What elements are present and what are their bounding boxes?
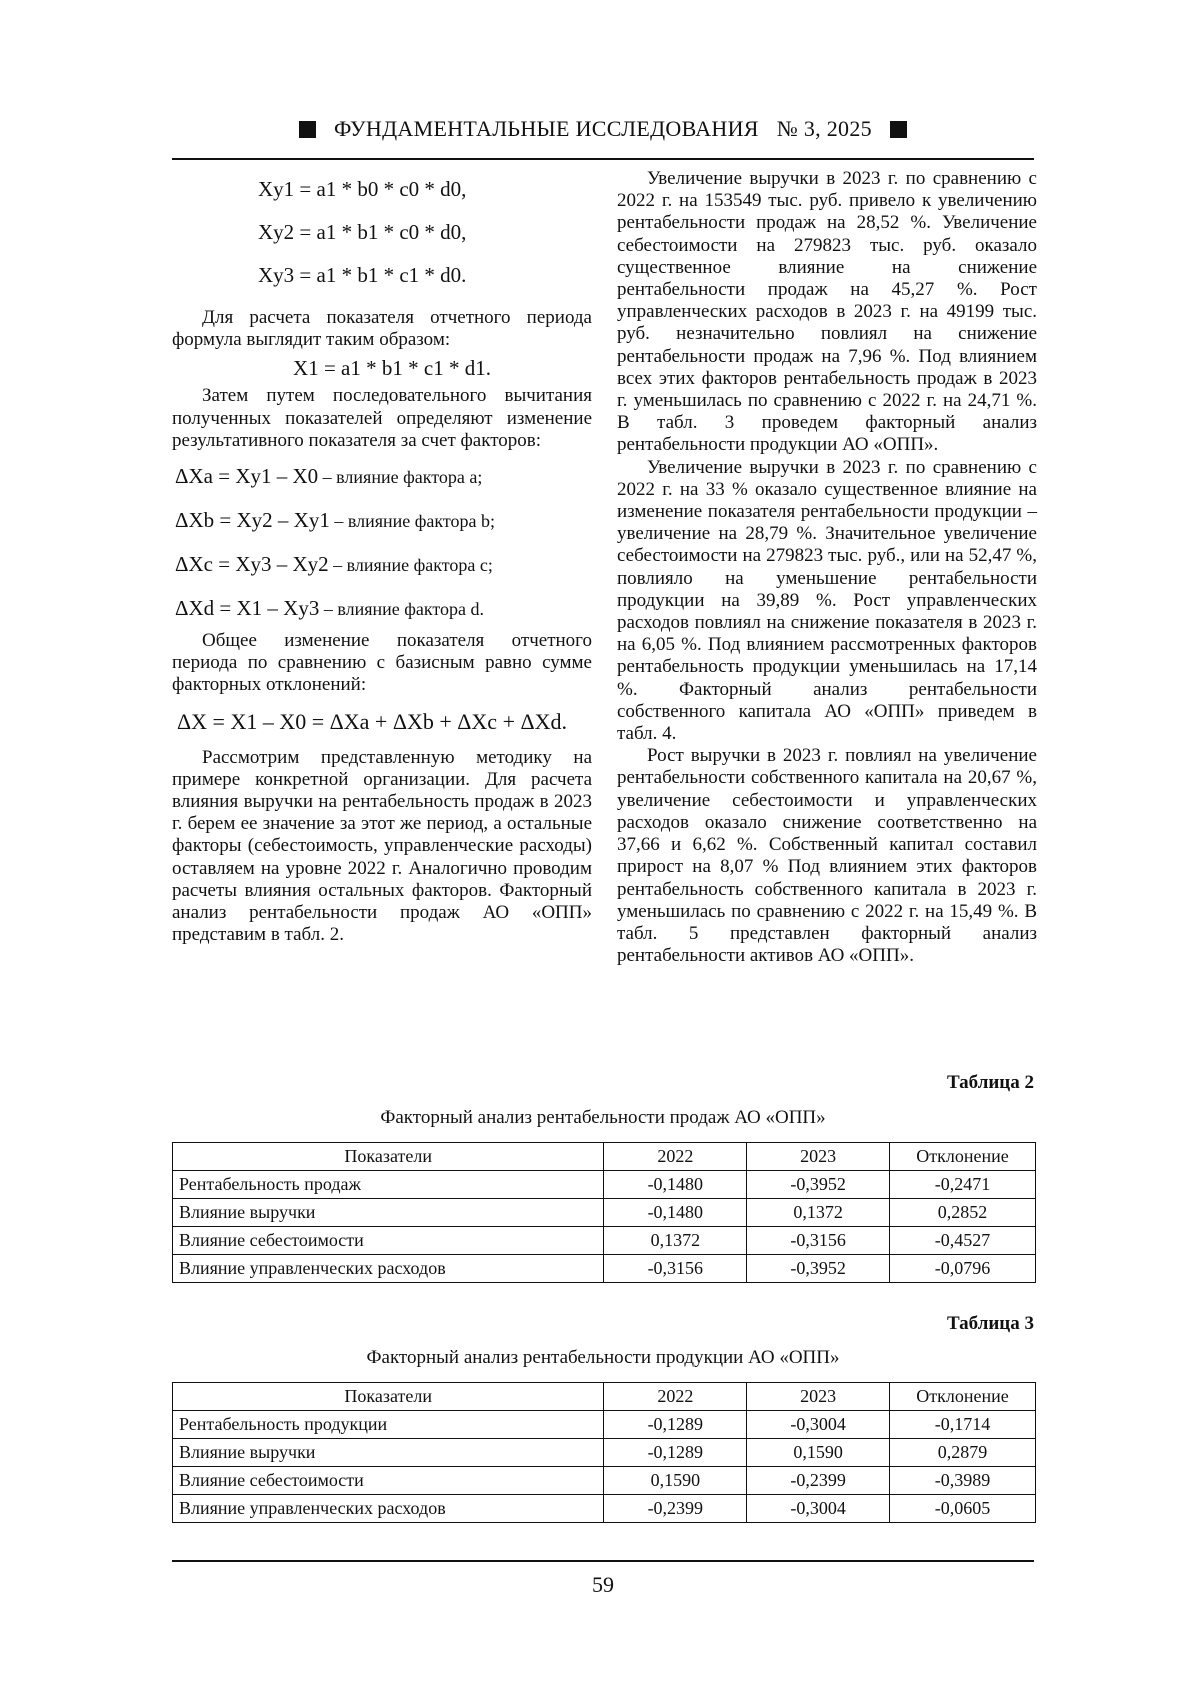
formula-delta-a [172, 454, 592, 498]
right-column [617, 168, 1037, 967]
running-header [172, 112, 1034, 146]
column-header: Показатели [173, 1143, 604, 1171]
table-2 [172, 1142, 1036, 1283]
square-bullet-icon [890, 121, 907, 138]
column-header: Показатели [173, 1383, 604, 1411]
cell-2022: -0,1480 [604, 1199, 747, 1227]
cell-2023: -0,2399 [747, 1467, 890, 1495]
formula-delta-d [172, 586, 592, 630]
cell-2023: 0,1590 [747, 1439, 890, 1467]
formula-xy3: Xy3 = a1 * b1 * c1 * d0. [258, 263, 467, 287]
cell-deviation: -0,0796 [890, 1255, 1036, 1283]
cell-2022: -0,1289 [604, 1439, 747, 1467]
cell-2022: 0,1372 [604, 1227, 747, 1255]
cell-2022: -0,1480 [604, 1171, 747, 1199]
column-header: 2022 [604, 1383, 747, 1411]
delta-expr: ΔXa = Xy1 – X0 [175, 464, 319, 489]
footer-rule [172, 1560, 1034, 1562]
delta-note: – влияние фактора b; [329, 511, 496, 532]
cell-2022: -0,3156 [604, 1255, 747, 1283]
cell-2023: -0,3156 [747, 1227, 890, 1255]
delta-expr: ΔXb = Xy2 – Xy1 [175, 508, 330, 533]
row-label: Влияние себестоимости [173, 1227, 604, 1255]
table-row [173, 1467, 1036, 1495]
cell-2022: -0,1289 [604, 1411, 747, 1439]
row-label: Влияние выручки [173, 1199, 604, 1227]
paragraph: Общее изменение показателя отчетного периода по сравнению с базисным равно сумме факторных отклонений: [172, 630, 592, 696]
delta-expr: ΔXc = Xy3 – Xy2 [175, 552, 329, 577]
paragraph: Увеличение выручки в 2023 г. по сравнению с 2022 г. на 33 % оказало существенное влияние на изменение показателя рентабельности продукции – увеличение на 28,79 %. Значительное увеличение себестоимости на 279823 тыс. руб., или на 52,47 %, повлияло на уменьшение рентабельности продукции на 39,89 %. Рост управленческих расходов повлиял на снижение показателя в 2023 г. на 6,05 %. Под влиянием рассмотренных факторов рентабельность продукции уменьшилась на 17,14 %. Факторный анализ рентабельности собственного капитала АО «ОПП» приведем в табл. 4. [617, 456, 1037, 745]
formula-x1: X1 = a1 * b1 * c1 * d1. [293, 356, 491, 381]
table-row [173, 1227, 1036, 1255]
cell-deviation: -0,0605 [890, 1495, 1036, 1523]
column-header: Отклонение [890, 1143, 1036, 1171]
table-3-title: Факторный анализ рентабельности продукции АО «ОПП» [366, 1347, 840, 1368]
table-2-title: Факторный анализ рентабельности продаж АО «ОПП» [380, 1107, 826, 1128]
issue-number: № 3, 2025 [776, 116, 872, 141]
page-number: 59 [592, 1572, 614, 1597]
paragraph: Увеличение выручки в 2023 г. по сравнению с 2022 г. на 153549 тыс. руб. привело к увеличению рентабельности продаж на 28,52 %. Увеличение себестоимости на 279823 тыс. руб. оказало существенное влияние на снижение рентабельности продаж на 45,27 %. Рост управленческих расходов в 2023 г. на 49199 тыс. руб. незначительно повлиял на снижение рентабельности продаж на 7,96 %. Под влиянием всех этих факторов рентабельность продаж в 2023 г. уменьшилась по сравнению с 2022 г. на 24,71 %. В табл. 3 проведем факторный анализ рентабельности продукции АО «ОПП». [617, 168, 1037, 456]
cell-2023: -0,3952 [747, 1255, 890, 1283]
formula-xy1: Xy1 = a1 * b0 * c0 * d0, [258, 177, 467, 201]
formula-delta-c [172, 542, 592, 586]
cell-2022: -0,2399 [604, 1495, 747, 1523]
table-row [173, 1255, 1036, 1283]
paragraph: Рассмотрим представленную методику на примере конкретной организации. Для расчета влияния выручки на рентабельность продаж в 2023 г. берем ее значение за этот же период, а остальные факторы (себестоимость, управленческие расходы) оставляем на уровне 2022 г. Аналогично проводим расчеты влияния остальных факторов. Факторный анализ рентабельности продаж АО «ОПП» представим в табл. 2. [172, 746, 592, 946]
table-row [173, 1199, 1036, 1227]
row-label: Влияние себестоимости [173, 1467, 604, 1495]
row-label: Влияние управленческих расходов [173, 1255, 604, 1283]
cell-deviation: -0,3989 [890, 1467, 1036, 1495]
column-header: 2022 [604, 1143, 747, 1171]
delta-expr: ΔXd = X1 – Xy3 [175, 596, 320, 621]
delta-note: – влияние фактора d. [319, 599, 485, 620]
delta-note: – влияние фактора a; [318, 467, 483, 488]
formula-total-delta: ΔX = X1 – X0 = ΔXa + ΔXb + ΔXc + ΔXd. [177, 708, 568, 734]
paragraph: Для расчета показателя отчетного периода формула выглядит таким образом: [172, 307, 592, 351]
table-header-row [173, 1143, 1036, 1171]
header-rule [172, 158, 1034, 160]
journal-title: ФУНДАМЕНТАЛЬНЫЕ ИССЛЕДОВАНИЯ [334, 116, 759, 141]
row-label: Рентабельность продаж [173, 1171, 604, 1199]
row-label: Рентабельность продукции [173, 1411, 604, 1439]
square-bullet-icon [299, 121, 316, 138]
column-header: Отклонение [890, 1383, 1036, 1411]
table-3 [172, 1382, 1036, 1523]
row-label: Влияние управленческих расходов [173, 1495, 604, 1523]
cell-2023: -0,3952 [747, 1171, 890, 1199]
cell-deviation: 0,2852 [890, 1199, 1036, 1227]
cell-2023: -0,3004 [747, 1495, 890, 1523]
column-header: 2023 [747, 1143, 890, 1171]
cell-2023: 0,1372 [747, 1199, 890, 1227]
cell-deviation: 0,2879 [890, 1439, 1036, 1467]
cell-2023: -0,3004 [747, 1411, 890, 1439]
cell-deviation: -0,4527 [890, 1227, 1036, 1255]
table-header-row [173, 1383, 1036, 1411]
row-label: Влияние выручки [173, 1439, 604, 1467]
table-row [173, 1411, 1036, 1439]
formula-delta-b [172, 498, 592, 542]
table-row [173, 1439, 1036, 1467]
paragraph: Рост выручки в 2023 г. повлиял на увеличение рентабельности собственного капитала на 20,67 %, увеличение себестоимости и управленческих расходов оказало снижение соответственно на 37,66 и 6,62 %. Собственный капитал составил прирост на 8,07 % Под влиянием этих факторов рентабельность собственного капитала в 2023 г. уменьшилась по сравнению с 2022 г. на 15,49 %. В табл. 5 представлен факторный анализ рентабельности активов АО «ОПП». [617, 745, 1037, 967]
delta-note: – влияние фактора c; [328, 555, 493, 576]
column-header: 2023 [747, 1383, 890, 1411]
cell-deviation: -0,2471 [890, 1171, 1036, 1199]
cell-deviation: -0,1714 [890, 1411, 1036, 1439]
table-2-label: Таблица 2 [946, 1072, 1034, 1093]
table-3-label: Таблица 3 [946, 1313, 1034, 1334]
paragraph: Затем путем последовательного вычитания полученных показателей определяют изменение результативного показателя за счет факторов: [172, 385, 592, 451]
table-row [173, 1495, 1036, 1523]
cell-2022: 0,1590 [604, 1467, 747, 1495]
left-column [172, 168, 592, 946]
formula-xy2: Xy2 = a1 * b1 * c0 * d0, [258, 220, 467, 244]
table-row [173, 1171, 1036, 1199]
